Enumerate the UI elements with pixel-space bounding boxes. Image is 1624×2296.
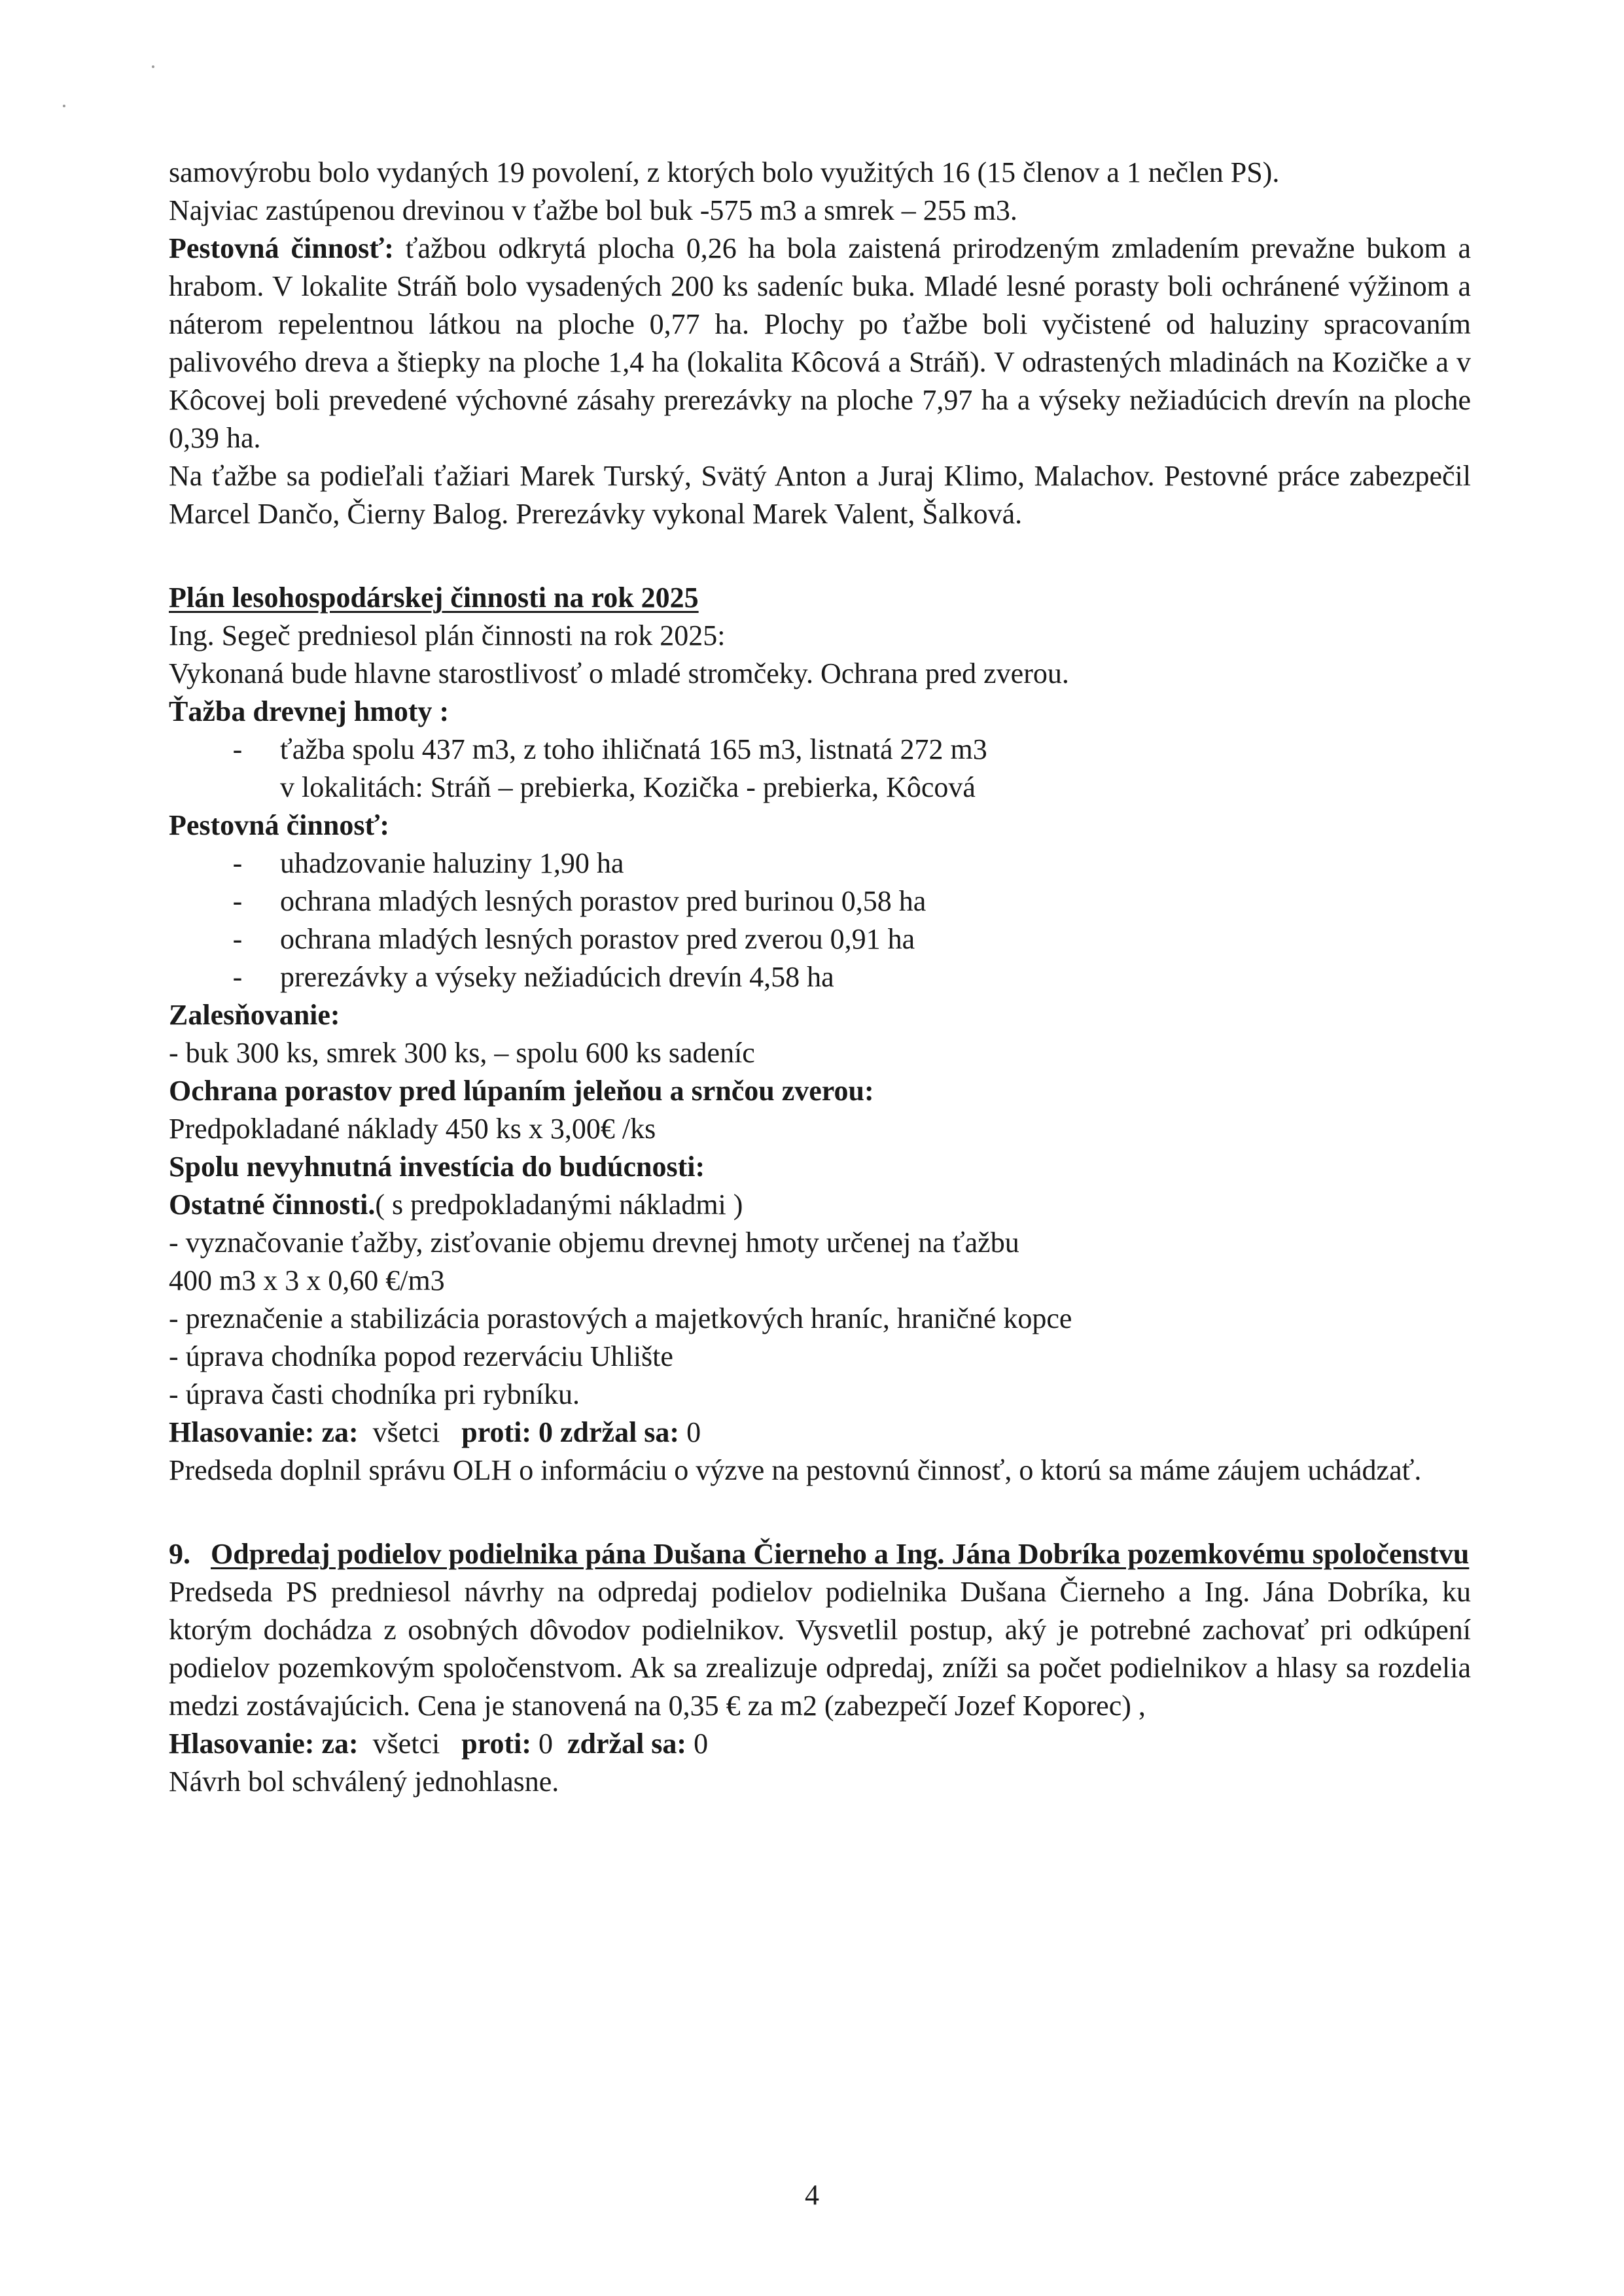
ochrana-label: Ochrana porastov pred lúpaním jeleňou a srnčou zverou: bbox=[169, 1075, 874, 1107]
section9-vote-line: Hlasovanie: za: všetci proti: 0 zdržal sa: 0 bbox=[169, 1728, 709, 1760]
section9-text: Predseda PS predniesol návrhy na odpredaj podielov podielnika Dušana Čierneho a Ing. Jána Dobríka, ku ktorým dochádza z osobných dôvodov podielnikov. Vysvetlil postup, aký je potrebné zachovať pri odkúpení podielov pozemkovým spoločenstvom. Ak sa zrealizuje odpredaj, zníži sa počet podielnikov a hlasy sa rozdelia medzi zostávajúcich. Cena je stanovená na 0,35 € za m2 (zabezpečí Jozef Koporec) , bbox=[169, 1576, 1471, 1722]
pestovna-text: ťažbou odkrytá plocha 0,26 ha bola zaistená prirodzeným zmladením prevažne bukom a hrabom. V lokalite Stráň bolo vysadených 200 ks sadeníc buka. Mladé lesné porasty boli ochránené výžinom a náterom repelentnou látkou na ploche 0,77 ha. Plochy po ťažbe boli vyčistené od haluziny spracovaním palivového dreva a štiepky na ploche 1,4 ha (lokalita Kôcová a Stráň). V odrastených mladinách na Kozičke a v Kôcovej boli prevedené výchovné zásahy prerezávky na ploche 7,97 ha a výseky nežiadúcich drevín na ploche 0,39 ha. bbox=[169, 232, 1472, 454]
intro-line-2: Najviac zastúpenou drevinou v ťažbe bol buk -575 m3 a smrek – 255 m3. bbox=[169, 194, 1017, 226]
pestovna-paragraph bbox=[169, 230, 1471, 457]
ostatne-item: - úprava časti chodníka pri rybníku. bbox=[169, 1378, 580, 1410]
ostatne-item: - vyznačovanie ťažby, zisťovanie objemu drevnej hmoty určenej na ťažbu bbox=[169, 1226, 1019, 1259]
pestovna-label: Pestovná činnosť: bbox=[169, 232, 394, 264]
ostatne-item: - preznačenie a stabilizácia porastových a majetkových hraníc, hraničné kopce bbox=[169, 1302, 1072, 1334]
plan-intro-1: Ing. Segeč predniesol plán činnosti na rok 2025: bbox=[169, 619, 726, 652]
intro-line-1: samovýrobu bolo vydaných 19 povolení, z ktorých bolo využitých 16 (15 členov a 1 nečlen PS). bbox=[169, 156, 1280, 188]
workers-paragraph: Na ťažbe sa podieľali ťažiari Marek Turský, Svätý Anton a Juraj Klimo, Malachov. Pestovné práce zabezpečil Marcel Dančo, Čierny Balog. Prerezávky vykonal Marek Valent, Šalková. bbox=[169, 460, 1471, 530]
plan-intro-2: Vykonaná bude hlavne starostlivosť o mladé stromčeky. Ochrana pred zverou. bbox=[169, 657, 1069, 689]
ochrana-text: Predpokladané náklady 450 ks x 3,00€ /ks bbox=[169, 1113, 656, 1145]
plan-heading: Plán lesohospodárskej činnosti na rok 2025 bbox=[169, 582, 699, 614]
scan-speck bbox=[63, 105, 65, 107]
section9-heading bbox=[169, 1535, 1471, 1573]
pestovna-plan-label: Pestovná činnosť: bbox=[169, 809, 390, 841]
pestovna-item: - ochrana mladých lesných porastov pred zverou 0,91 ha bbox=[232, 923, 915, 955]
plan-note: Predseda doplnil správu OLH o informáciu o výzve na pestovnú činnosť, o ktorú sa máme záujem uchádzať. bbox=[169, 1454, 1422, 1486]
plan-heading-line bbox=[169, 579, 1471, 617]
spolu-label: Spolu nevyhnutná investícia do budúcnosti: bbox=[169, 1151, 705, 1183]
pestovna-item: - prerezávky a výseky nežiadúcich drevín 4,58 ha bbox=[232, 961, 834, 993]
section9-title: Odpredaj podielov podielnika pána Dušana Čierneho a Ing. Jána Dobríka pozemkovému spoločenstvu bbox=[211, 1538, 1470, 1570]
ostatne-label: Ostatné činnosti. bbox=[169, 1189, 376, 1221]
section9-number: 9. bbox=[169, 1538, 190, 1570]
scan-speck bbox=[152, 65, 154, 68]
zalesnovanie-text: - buk 300 ks, smrek 300 ks, – spolu 600 ks sadeníc bbox=[169, 1037, 755, 1069]
tazba-label: Ťažba drevnej hmoty : bbox=[169, 695, 450, 727]
tazba-continuation: v lokalitách: Stráň – prebierka, Kozička - prebierka, Kôcová bbox=[280, 771, 976, 803]
tazba-item: - ťažba spolu 437 m3, z toho ihličnatá 165 m3, listnatá 272 m3 bbox=[232, 733, 987, 765]
document-page bbox=[169, 154, 1471, 1801]
section9-result: Návrh bol schválený jednohlasne. bbox=[169, 1765, 559, 1798]
ostatne-note: ( s predpokladanými nákladmi ) bbox=[375, 1189, 743, 1221]
ostatne-line bbox=[169, 1186, 1471, 1224]
plan-vote-line: Hlasovanie: za: všetci proti: 0 zdržal sa: 0 bbox=[169, 1416, 701, 1448]
ostatne-item: - úprava chodníka popod rezerváciu Uhlište bbox=[169, 1340, 673, 1372]
pestovna-item: - uhadzovanie haluziny 1,90 ha bbox=[232, 847, 624, 879]
page-number: 4 bbox=[805, 2179, 819, 2211]
zalesnovanie-label: Zalesňovanie: bbox=[169, 999, 340, 1031]
ostatne-item: 400 m3 x 3 x 0,60 €/m3 bbox=[169, 1264, 445, 1296]
pestovna-item: - ochrana mladých lesných porastov pred burinou 0,58 ha bbox=[232, 885, 927, 917]
